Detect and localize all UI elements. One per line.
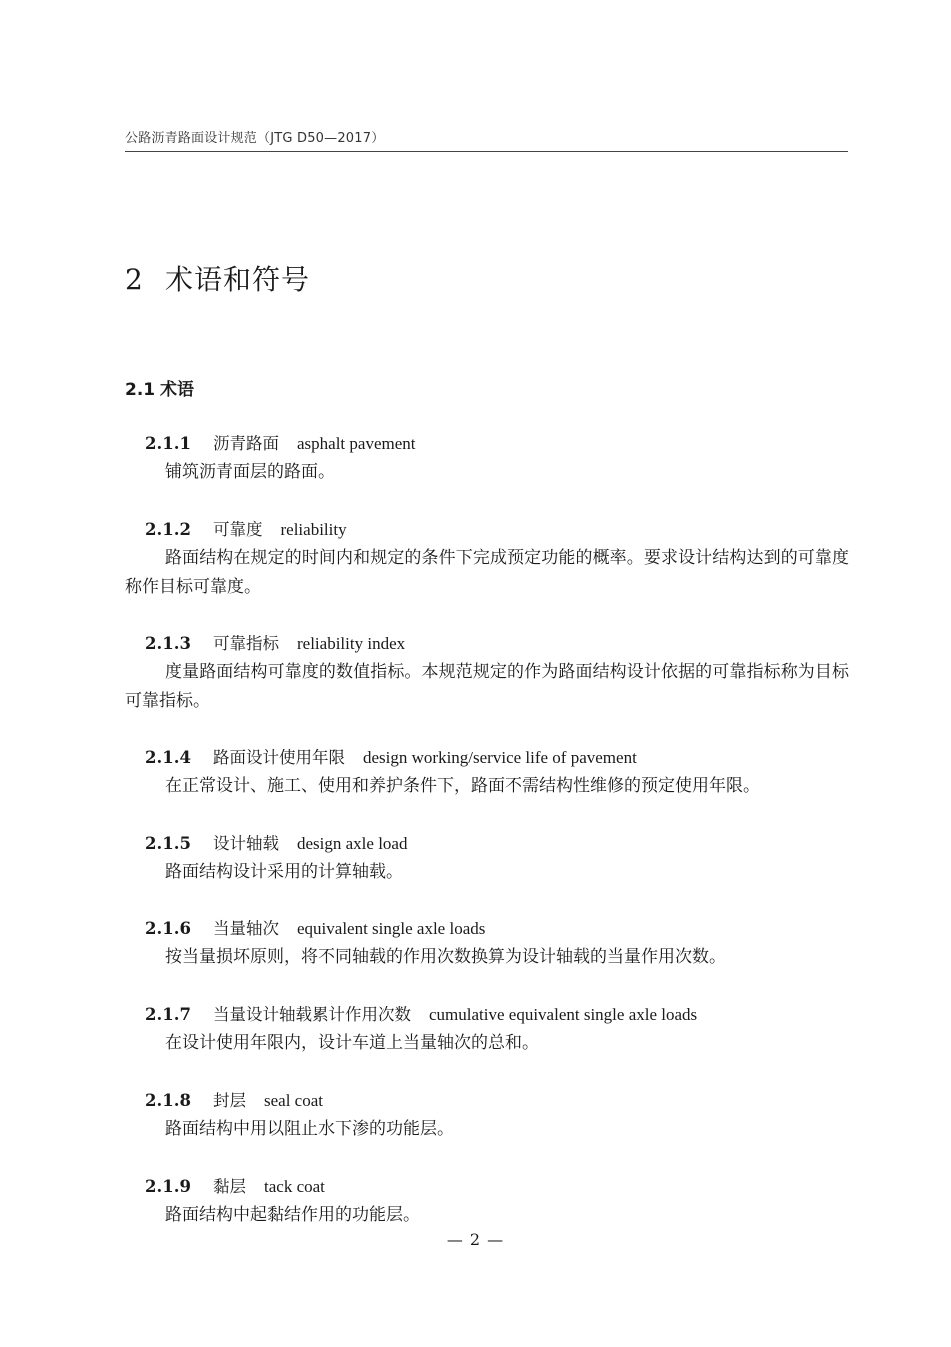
term-definition: 在设计使用年限内，设计车道上当量轴次的总和。 (165, 1033, 539, 1053)
term-heading (125, 743, 849, 772)
term-heading (125, 1172, 849, 1201)
term-english: equivalent single axle loads (297, 919, 486, 938)
term-2-1-3 (125, 629, 849, 716)
term-english: tack coat (264, 1177, 325, 1196)
term-number: 2.1.1 (145, 434, 191, 453)
term-english: reliability index (297, 634, 406, 653)
term-chinese: 封层 (213, 1091, 246, 1110)
term-definition: 路面结构在规定的时间内和规定的条件下完成预定功能的概率。要求设计结构达到的可靠度称作目标可靠度。 (125, 548, 849, 597)
term-2-1-4 (125, 743, 849, 801)
term-english: design working/service life of pavement (363, 748, 637, 767)
term-definition: 路面结构中用以阻止水下渗的功能层。 (165, 1119, 454, 1139)
term-chinese: 沥青路面 (213, 434, 279, 453)
chapter-title (125, 258, 310, 298)
term-number: 2.1.8 (145, 1091, 191, 1110)
term-chinese: 当量设计轴载累计作用次数 (213, 1005, 411, 1024)
page-number: — 2 — (446, 1230, 505, 1249)
term-number: 2.1.4 (145, 748, 191, 767)
term-chinese: 路面设计使用年限 (213, 748, 345, 767)
term-number: 2.1.3 (145, 634, 191, 653)
term-definition: 铺筑沥青面层的路面。 (165, 462, 335, 482)
term-number: 2.1.6 (145, 919, 191, 938)
term-number: 2.1.5 (145, 834, 191, 853)
term-number: 2.1.9 (145, 1177, 191, 1196)
term-heading (125, 429, 849, 458)
term-2-1-2 (125, 515, 849, 602)
term-english: seal coat (264, 1091, 323, 1110)
term-english: cumulative equivalent single axle loads (429, 1005, 698, 1024)
term-2-1-7 (125, 1000, 849, 1058)
term-definition: 路面结构中起黏结作用的功能层。 (165, 1205, 420, 1225)
term-heading (125, 515, 849, 544)
term-number: 2.1.7 (145, 1005, 191, 1024)
term-definition: 按当量损坏原则，将不同轴载的作用次数换算为设计轴载的当量作用次数。 (165, 947, 726, 967)
term-english: reliability (280, 520, 347, 539)
chapter-title-text: 术语和符号 (165, 263, 311, 296)
term-chinese: 可靠指标 (213, 634, 279, 653)
section-number: 2.1 (125, 380, 156, 400)
term-definition: 度量路面结构可靠度的数值指标。本规范规定的作为路面结构设计依据的可靠指标称为目标可靠指标。 (125, 662, 849, 711)
running-header: 公路沥青路面设计规范（JTG D50—2017） (125, 131, 385, 146)
term-2-1-1 (125, 429, 849, 487)
term-2-1-8 (125, 1086, 849, 1144)
term-heading (125, 1086, 849, 1115)
term-english: asphalt pavement (297, 434, 416, 453)
term-heading (125, 829, 849, 858)
term-chinese: 黏层 (213, 1177, 246, 1196)
term-chinese: 设计轴载 (213, 834, 279, 853)
term-heading (125, 914, 849, 943)
term-chinese: 当量轴次 (213, 919, 279, 938)
term-2-1-5 (125, 829, 849, 887)
term-2-1-9 (125, 1172, 849, 1230)
term-heading (125, 629, 849, 658)
term-heading (125, 1000, 849, 1029)
section-title (125, 375, 194, 400)
term-definition: 路面结构设计采用的计算轴载。 (165, 862, 403, 882)
header-rule (125, 151, 848, 152)
term-definition: 在正常设计、施工、使用和养护条件下，路面不需结构性维修的预定使用年限。 (165, 776, 760, 796)
term-number: 2.1.2 (145, 520, 191, 539)
term-2-1-6 (125, 914, 849, 972)
term-english: design axle load (297, 834, 408, 853)
chapter-number: 2 (125, 263, 144, 296)
section-title-text: 术语 (160, 380, 194, 400)
term-chinese: 可靠度 (213, 520, 263, 539)
